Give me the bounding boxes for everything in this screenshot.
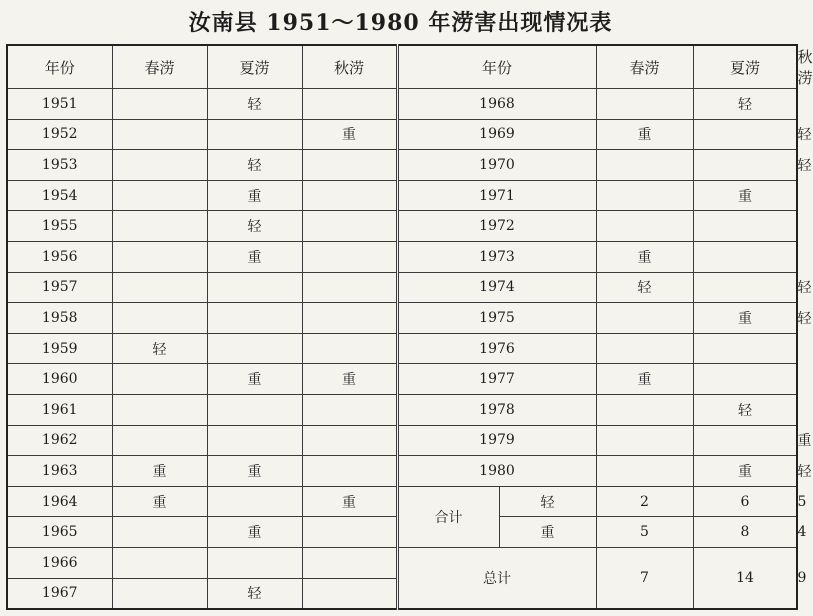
summer-cell	[207, 303, 302, 334]
summer-cell	[693, 364, 797, 395]
light-label: 轻	[499, 486, 596, 517]
heavy-label: 重	[499, 517, 596, 548]
spring-cell	[596, 425, 693, 456]
table-row	[7, 333, 797, 364]
summer-cell	[693, 211, 797, 242]
autumn-cell	[302, 517, 397, 548]
summer-cell	[693, 333, 797, 364]
spring-cell	[596, 211, 693, 242]
year-cell: 1966	[7, 547, 112, 578]
autumn-cell: 重	[302, 119, 397, 150]
spring-cell: 轻	[112, 333, 207, 364]
spring-cell	[596, 303, 693, 334]
spring-cell	[112, 517, 207, 548]
table-row: 1964 重 重 合计 轻 2 6 5	[7, 486, 797, 517]
spring-cell	[112, 150, 207, 181]
summer-cell: 轻	[693, 89, 797, 120]
summer-cell	[207, 486, 302, 517]
table-row: 1958 1975 重 轻	[7, 303, 797, 334]
year-cell: 1964	[7, 486, 112, 517]
summer-cell: 重	[207, 364, 302, 395]
year-cell: 1965	[7, 517, 112, 548]
summer-cell: 重	[693, 180, 797, 211]
year-cell: 1976	[397, 333, 596, 364]
summer-cell	[693, 425, 797, 456]
table-row: 1965 重 重 5 8 4	[7, 517, 797, 548]
table-row	[7, 211, 797, 242]
spring-cell	[596, 394, 693, 425]
table-row: 1952 重 1969 重 轻	[7, 119, 797, 150]
autumn-cell	[302, 180, 397, 211]
year-cell: 1961	[7, 394, 112, 425]
spring-cell: 重	[596, 119, 693, 150]
table-row: 1953 轻 1970 轻	[7, 150, 797, 181]
year-cell: 1969	[397, 119, 596, 150]
year-cell: 1978	[397, 394, 596, 425]
summer-cell: 轻	[207, 89, 302, 120]
year-cell: 1953	[7, 150, 112, 181]
year-cell: 1959	[7, 333, 112, 364]
spring-cell	[112, 394, 207, 425]
year-cell: 1977	[397, 364, 596, 395]
summer-cell	[693, 272, 797, 303]
autumn-cell	[302, 241, 397, 272]
year-cell: 1963	[7, 456, 112, 487]
year-cell: 1980	[397, 456, 596, 487]
autumn-header: 秋涝	[302, 45, 397, 89]
table-row	[7, 180, 797, 211]
autumn-cell	[302, 272, 397, 303]
spring-cell	[112, 180, 207, 211]
header-row: 年份 春涝 夏涝 秋涝 年份 春涝 夏涝 秋涝	[7, 45, 797, 89]
autumn-cell	[302, 425, 397, 456]
year-cell: 1960	[7, 364, 112, 395]
summer-cell	[693, 119, 797, 150]
summer-cell: 轻	[207, 150, 302, 181]
summer-cell	[693, 150, 797, 181]
page-title: 汝南县 1951～1980 年涝害出现情况表	[188, 10, 613, 36]
spring-cell: 重	[596, 241, 693, 272]
table-row	[7, 241, 797, 272]
table-row: 1966 总计 7 14 9	[7, 547, 797, 578]
spring-cell	[112, 364, 207, 395]
spring-cell	[112, 272, 207, 303]
spring-cell	[112, 241, 207, 272]
waterlogging-table	[6, 44, 813, 610]
year-cell: 1951	[7, 89, 112, 120]
summer-cell	[207, 333, 302, 364]
autumn-cell: 重	[302, 486, 397, 517]
spring-cell	[596, 333, 693, 364]
summer-cell: 重	[207, 241, 302, 272]
total-summer-count: 14	[693, 547, 797, 609]
year-cell: 1968	[397, 89, 596, 120]
subtotal-label: 合计	[397, 486, 499, 547]
year-cell: 1955	[7, 211, 112, 242]
year-header: 年份	[397, 45, 596, 89]
spring-cell	[596, 150, 693, 181]
autumn-cell	[302, 547, 397, 578]
spring-cell	[112, 119, 207, 150]
total-spring-count: 7	[596, 547, 693, 609]
summer-cell: 重	[207, 456, 302, 487]
spring-cell	[112, 547, 207, 578]
spring-cell	[596, 456, 693, 487]
spring-cell	[112, 303, 207, 334]
year-cell: 1954	[7, 180, 112, 211]
autumn-cell	[302, 394, 397, 425]
year-cell: 1956	[7, 241, 112, 272]
summer-cell	[207, 119, 302, 150]
autumn-cell	[302, 578, 397, 609]
spring-header: 春涝	[596, 45, 693, 89]
table-row: 1963 重 重 1980 重 轻	[7, 456, 797, 487]
year-cell: 1967	[7, 578, 112, 609]
autumn-cell	[302, 333, 397, 364]
year-cell: 1958	[7, 303, 112, 334]
spring-header: 春涝	[112, 45, 207, 89]
light-summer-count: 6	[693, 486, 797, 517]
year-cell: 1979	[397, 425, 596, 456]
table-row	[7, 364, 797, 395]
spring-cell	[112, 211, 207, 242]
spring-cell	[112, 89, 207, 120]
table-row	[7, 394, 797, 425]
year-cell: 1970	[397, 150, 596, 181]
autumn-cell	[302, 150, 397, 181]
year-cell: 1957	[7, 272, 112, 303]
table-row	[7, 89, 797, 120]
total-label: 总计	[397, 547, 596, 609]
summer-cell: 轻	[693, 394, 797, 425]
spring-cell: 重	[596, 364, 693, 395]
table-row: 1957 1974 轻 轻	[7, 272, 797, 303]
autumn-cell	[302, 211, 397, 242]
year-cell: 1952	[7, 119, 112, 150]
light-spring-count: 2	[596, 486, 693, 517]
year-cell: 1974	[397, 272, 596, 303]
heavy-summer-count: 8	[693, 517, 797, 548]
summer-cell: 重	[693, 303, 797, 334]
year-header: 年份	[7, 45, 112, 89]
summer-header: 夏涝	[207, 45, 302, 89]
year-cell: 1973	[397, 241, 596, 272]
table-row: 1962 1979 重	[7, 425, 797, 456]
summer-cell	[207, 272, 302, 303]
autumn-cell	[302, 456, 397, 487]
spring-cell: 轻	[596, 272, 693, 303]
summer-cell: 轻	[207, 211, 302, 242]
summer-cell: 重	[207, 517, 302, 548]
summer-cell	[693, 241, 797, 272]
summer-cell	[207, 425, 302, 456]
heavy-spring-count: 5	[596, 517, 693, 548]
year-cell: 1962	[7, 425, 112, 456]
spring-cell: 重	[112, 486, 207, 517]
summer-cell: 重	[693, 456, 797, 487]
autumn-cell	[302, 89, 397, 120]
summer-header: 夏涝	[693, 45, 797, 89]
data-table	[6, 44, 813, 610]
summer-cell: 轻	[207, 578, 302, 609]
summer-cell	[207, 547, 302, 578]
year-cell: 1972	[397, 211, 596, 242]
spring-cell	[596, 89, 693, 120]
year-cell: 1975	[397, 303, 596, 334]
autumn-cell	[302, 303, 397, 334]
summer-cell	[207, 394, 302, 425]
spring-cell	[596, 180, 693, 211]
spring-cell: 重	[112, 456, 207, 487]
autumn-cell: 重	[302, 364, 397, 395]
year-cell: 1971	[397, 180, 596, 211]
summer-cell: 重	[207, 180, 302, 211]
spring-cell	[112, 425, 207, 456]
spring-cell	[112, 578, 207, 609]
